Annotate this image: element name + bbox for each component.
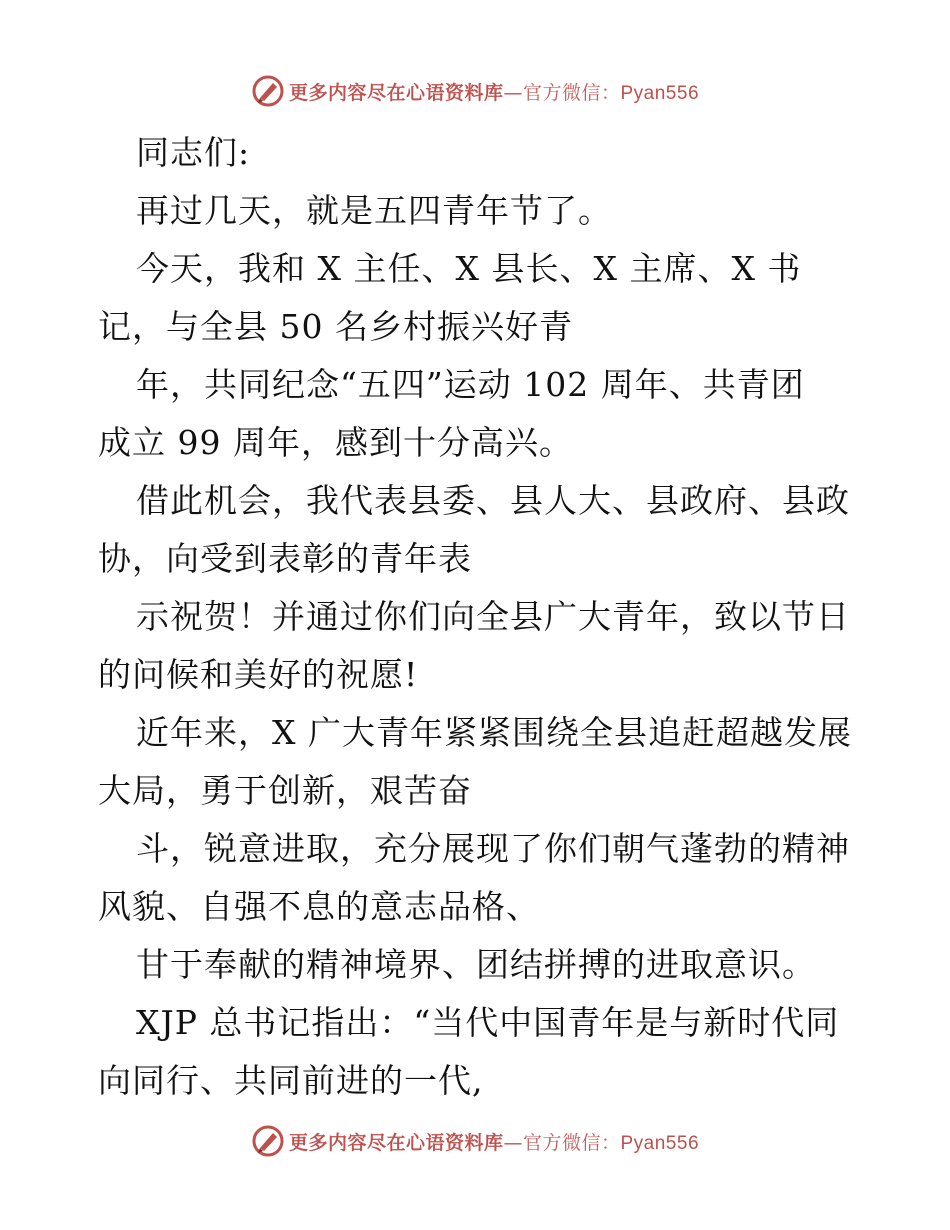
- text-line: 甘于奉献的精神境界、团结拼搏的进取意识。: [136, 945, 816, 984]
- text-line: 协，向受到表彰的青年表: [98, 539, 472, 578]
- header-watermark: [0, 71, 950, 111]
- text-line: 再过几天，就是五四青年节了。: [136, 191, 612, 230]
- text-line: 同志们:: [136, 133, 251, 172]
- document-body: [98, 124, 858, 1110]
- text-line: 成立 99 周年，感到十分高兴。: [98, 423, 573, 462]
- text-line: 风貌、自强不息的意志品格、: [98, 887, 540, 926]
- watermark-label: 官方微信：: [522, 1131, 621, 1154]
- pen-logo-icon: [251, 74, 285, 108]
- watermark-label: 官方微信：: [522, 81, 621, 104]
- watermark-text: [289, 78, 699, 105]
- text-line: XJP 总书记指出：“当代中国青年是与新时代同: [136, 1003, 840, 1042]
- watermark-brand: 更多内容尽在心语资料库: [288, 81, 504, 104]
- text-line: 大局，勇于创新，艰苦奋: [98, 771, 472, 810]
- watermark-separator: —: [503, 1131, 523, 1154]
- text-line: 斗，锐意进取，充分展现了你们朝气蓬勃的精神: [136, 829, 850, 868]
- pen-logo-icon: [251, 1124, 285, 1158]
- watermark-separator: —: [503, 81, 523, 104]
- watermark-id: Pyan556: [620, 1132, 700, 1154]
- text-line: 的问候和美好的祝愿!: [98, 655, 419, 694]
- watermark-text: [289, 1128, 699, 1155]
- text-line: 今天，我和 X 主任、X 县长、X 主席、X 书: [136, 249, 802, 288]
- text-line: 示祝贺！并通过你们向全县广大青年，致以节日: [136, 597, 850, 636]
- text-line: 年，共同纪念“五四”运动 102 周年、共青团: [136, 365, 805, 404]
- watermark-id: Pyan556: [620, 82, 700, 104]
- text-line: 借此机会，我代表县委、县人大、县政府、县政: [136, 481, 850, 520]
- text-line: 近年来，X 广大青年紧紧围绕全县追赶超越发展: [136, 713, 852, 752]
- footer-watermark: [0, 1121, 950, 1161]
- text-line: 记，与全县 50 名乡村振兴好青: [98, 307, 573, 346]
- watermark-brand: 更多内容尽在心语资料库: [288, 1131, 504, 1154]
- text-line: 向同行、共同前进的一代,: [98, 1061, 484, 1100]
